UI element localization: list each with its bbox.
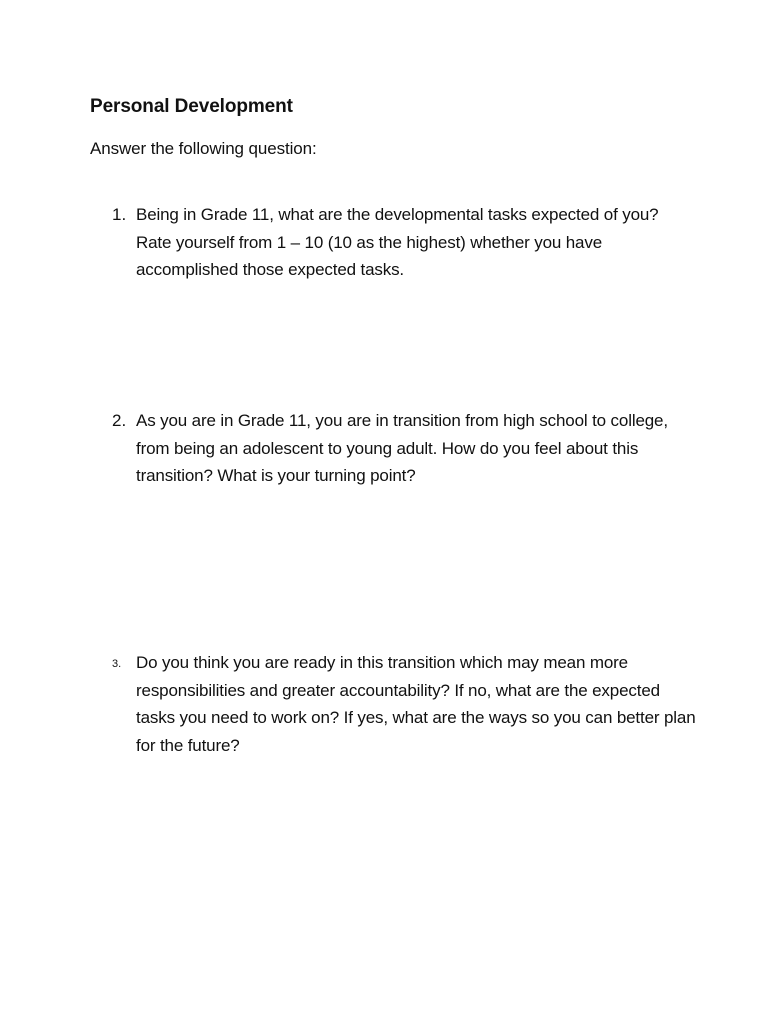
instruction-text: Answer the following question:: [90, 139, 317, 158]
page-title: Personal Development: [90, 96, 293, 117]
question-number-2: 2.: [112, 411, 127, 430]
question-number-1: 1.: [112, 205, 127, 224]
question-text-2: As you are in Grade 11, you are in transition from high school to college, from being an adolescent to young adult. How do you feel about this transition? What is your turning point?: [136, 411, 668, 485]
question-text-3: Do you think you are ready in this transition which may mean more responsibilities and greater accountability? If no, what are the expected tasks you need to work on? If yes, what are the ways so you can better plan for the future?: [136, 653, 696, 755]
question-text-1: Being in Grade 11, what are the developmental tasks expected of you? Rate yourself from 1 – 10 (10 as the highest) whether you have accomplished those expected tasks.: [136, 205, 659, 279]
question-number-3: 3.: [112, 658, 122, 670]
